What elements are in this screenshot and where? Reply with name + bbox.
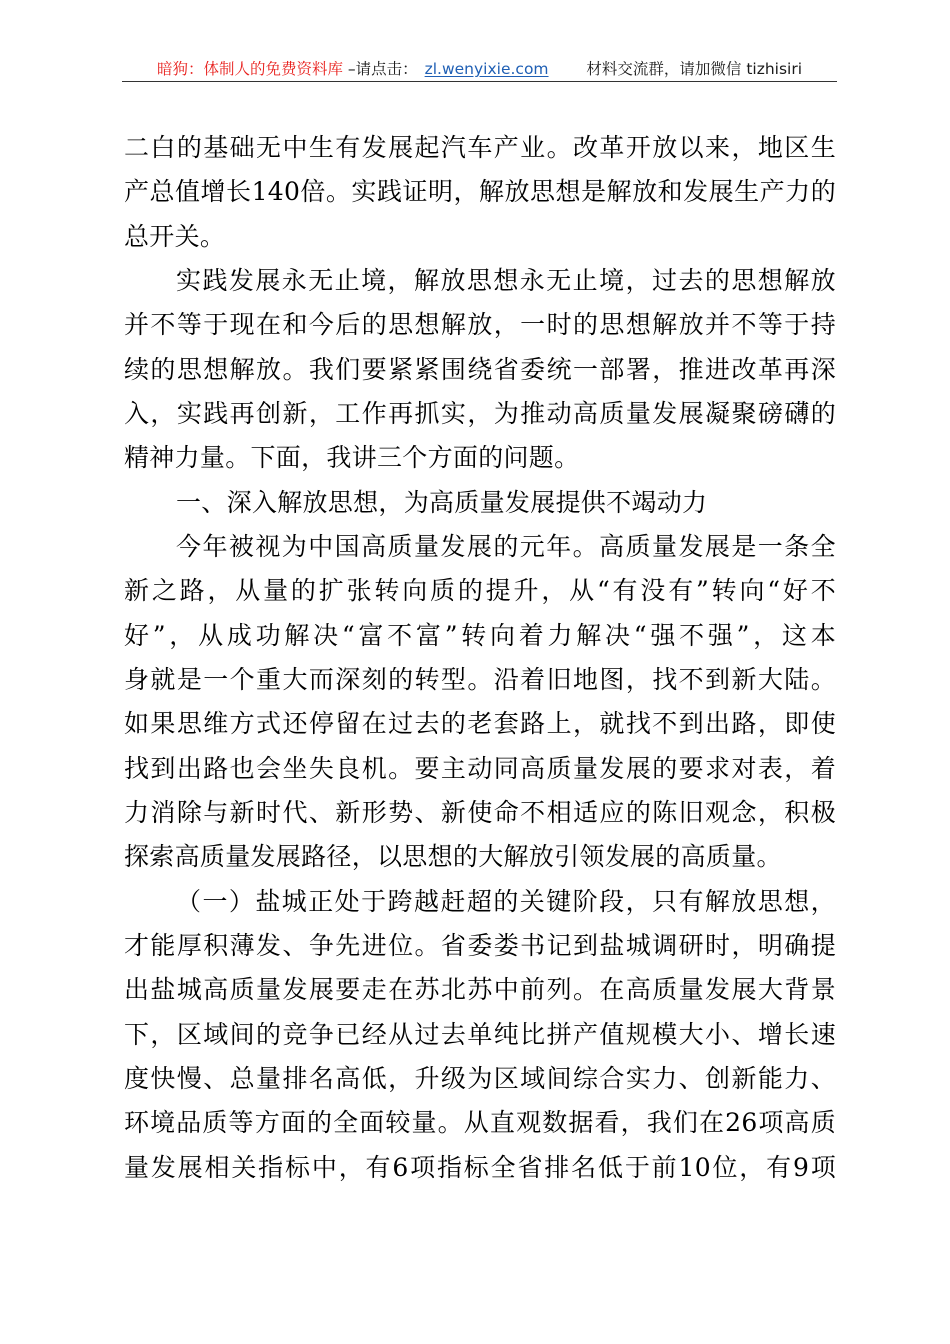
text-line: 并不等于现在和今后的思想解放，一时的思想解放并不等于持	[124, 310, 836, 340]
text-line: 二白的基础无中生有发展起汽车产业。改革开放以来，地区生	[124, 133, 836, 162]
text-line: 才能厚积薄发、争先进位。省委娄书记到盐城调研时，明确提	[124, 930, 836, 960]
document-body	[124, 126, 836, 1190]
text-line: 实践发展永无止境，解放思想永无止境，过去的思想解放	[176, 265, 836, 295]
text-line: 度快慢、总量排名高低，升级为区域间综合实力、创新能力、	[124, 1063, 836, 1093]
text-line: 入，实践再创新，工作再抓实，为推动高质量发展凝聚磅礴的	[124, 398, 836, 428]
text-line: 环境品质等方面的全面较量。从直观数据看，我们在26项高质	[124, 1108, 836, 1138]
page-header	[122, 57, 837, 81]
header-contact-text: 材料交流群，请加微信 tizhisiri	[586, 60, 803, 78]
text-line: 身就是一个重大而深刻的转型。沿着旧地图，找不到新大陆。	[124, 664, 836, 694]
header-website-link[interactable]: zl.wenyixie.com	[424, 60, 549, 78]
text-line: 下，区域间的竞争已经从过去单纯比拼产值规模大小、增长速	[124, 1019, 836, 1049]
text-line: 出盐城高质量发展要走在苏北苏中前列。在高质量发展大背景	[124, 975, 836, 1005]
text-line: 找到出路也会坐失良机。要主动同高质量发展的要求对表，着	[124, 753, 836, 783]
text-line: 好”，从成功解决“富不富”转向着力解决“强不强”，这本	[124, 620, 836, 650]
subsection-line: （一）盐城正处于跨越赶超的关键阶段，只有解放思想，	[176, 886, 836, 916]
section-heading: 一、深入解放思想，为高质量发展提供不竭动力	[176, 487, 708, 517]
text-line: 精神力量。下面，我讲三个方面的问题。	[124, 443, 580, 473]
header-brand-text: 暗狗：体制人的免费资料库	[156, 60, 343, 78]
text-line: 如果思维方式还停留在过去的老套路上，就找不到出路，即使	[124, 709, 836, 739]
text-line: 总开关。	[124, 221, 226, 251]
text-line: 探索高质量发展路径，以思想的大解放引领发展的高质量。	[124, 842, 782, 872]
header-prompt-text: –请点击：	[347, 60, 418, 78]
text-line: 力消除与新时代、新形势、新使命不相适应的陈旧观念，积极	[124, 797, 836, 827]
text-line: 今年被视为中国高质量发展的元年。高质量发展是一条全	[176, 531, 836, 561]
text-line: 产总值增长140倍。实践证明，解放思想是解放和发展生产力的	[124, 177, 836, 207]
text-line: 量发展相关指标中，有6项指标全省排名低于前10位，有9项	[124, 1152, 836, 1182]
text-line: 新之路，从量的扩张转向质的提升，从“有没有”转向“好不	[124, 576, 836, 606]
text-line: 续的思想解放。我们要紧紧围绕省委统一部署，推进改革再深	[124, 354, 836, 384]
header-divider	[122, 81, 837, 82]
